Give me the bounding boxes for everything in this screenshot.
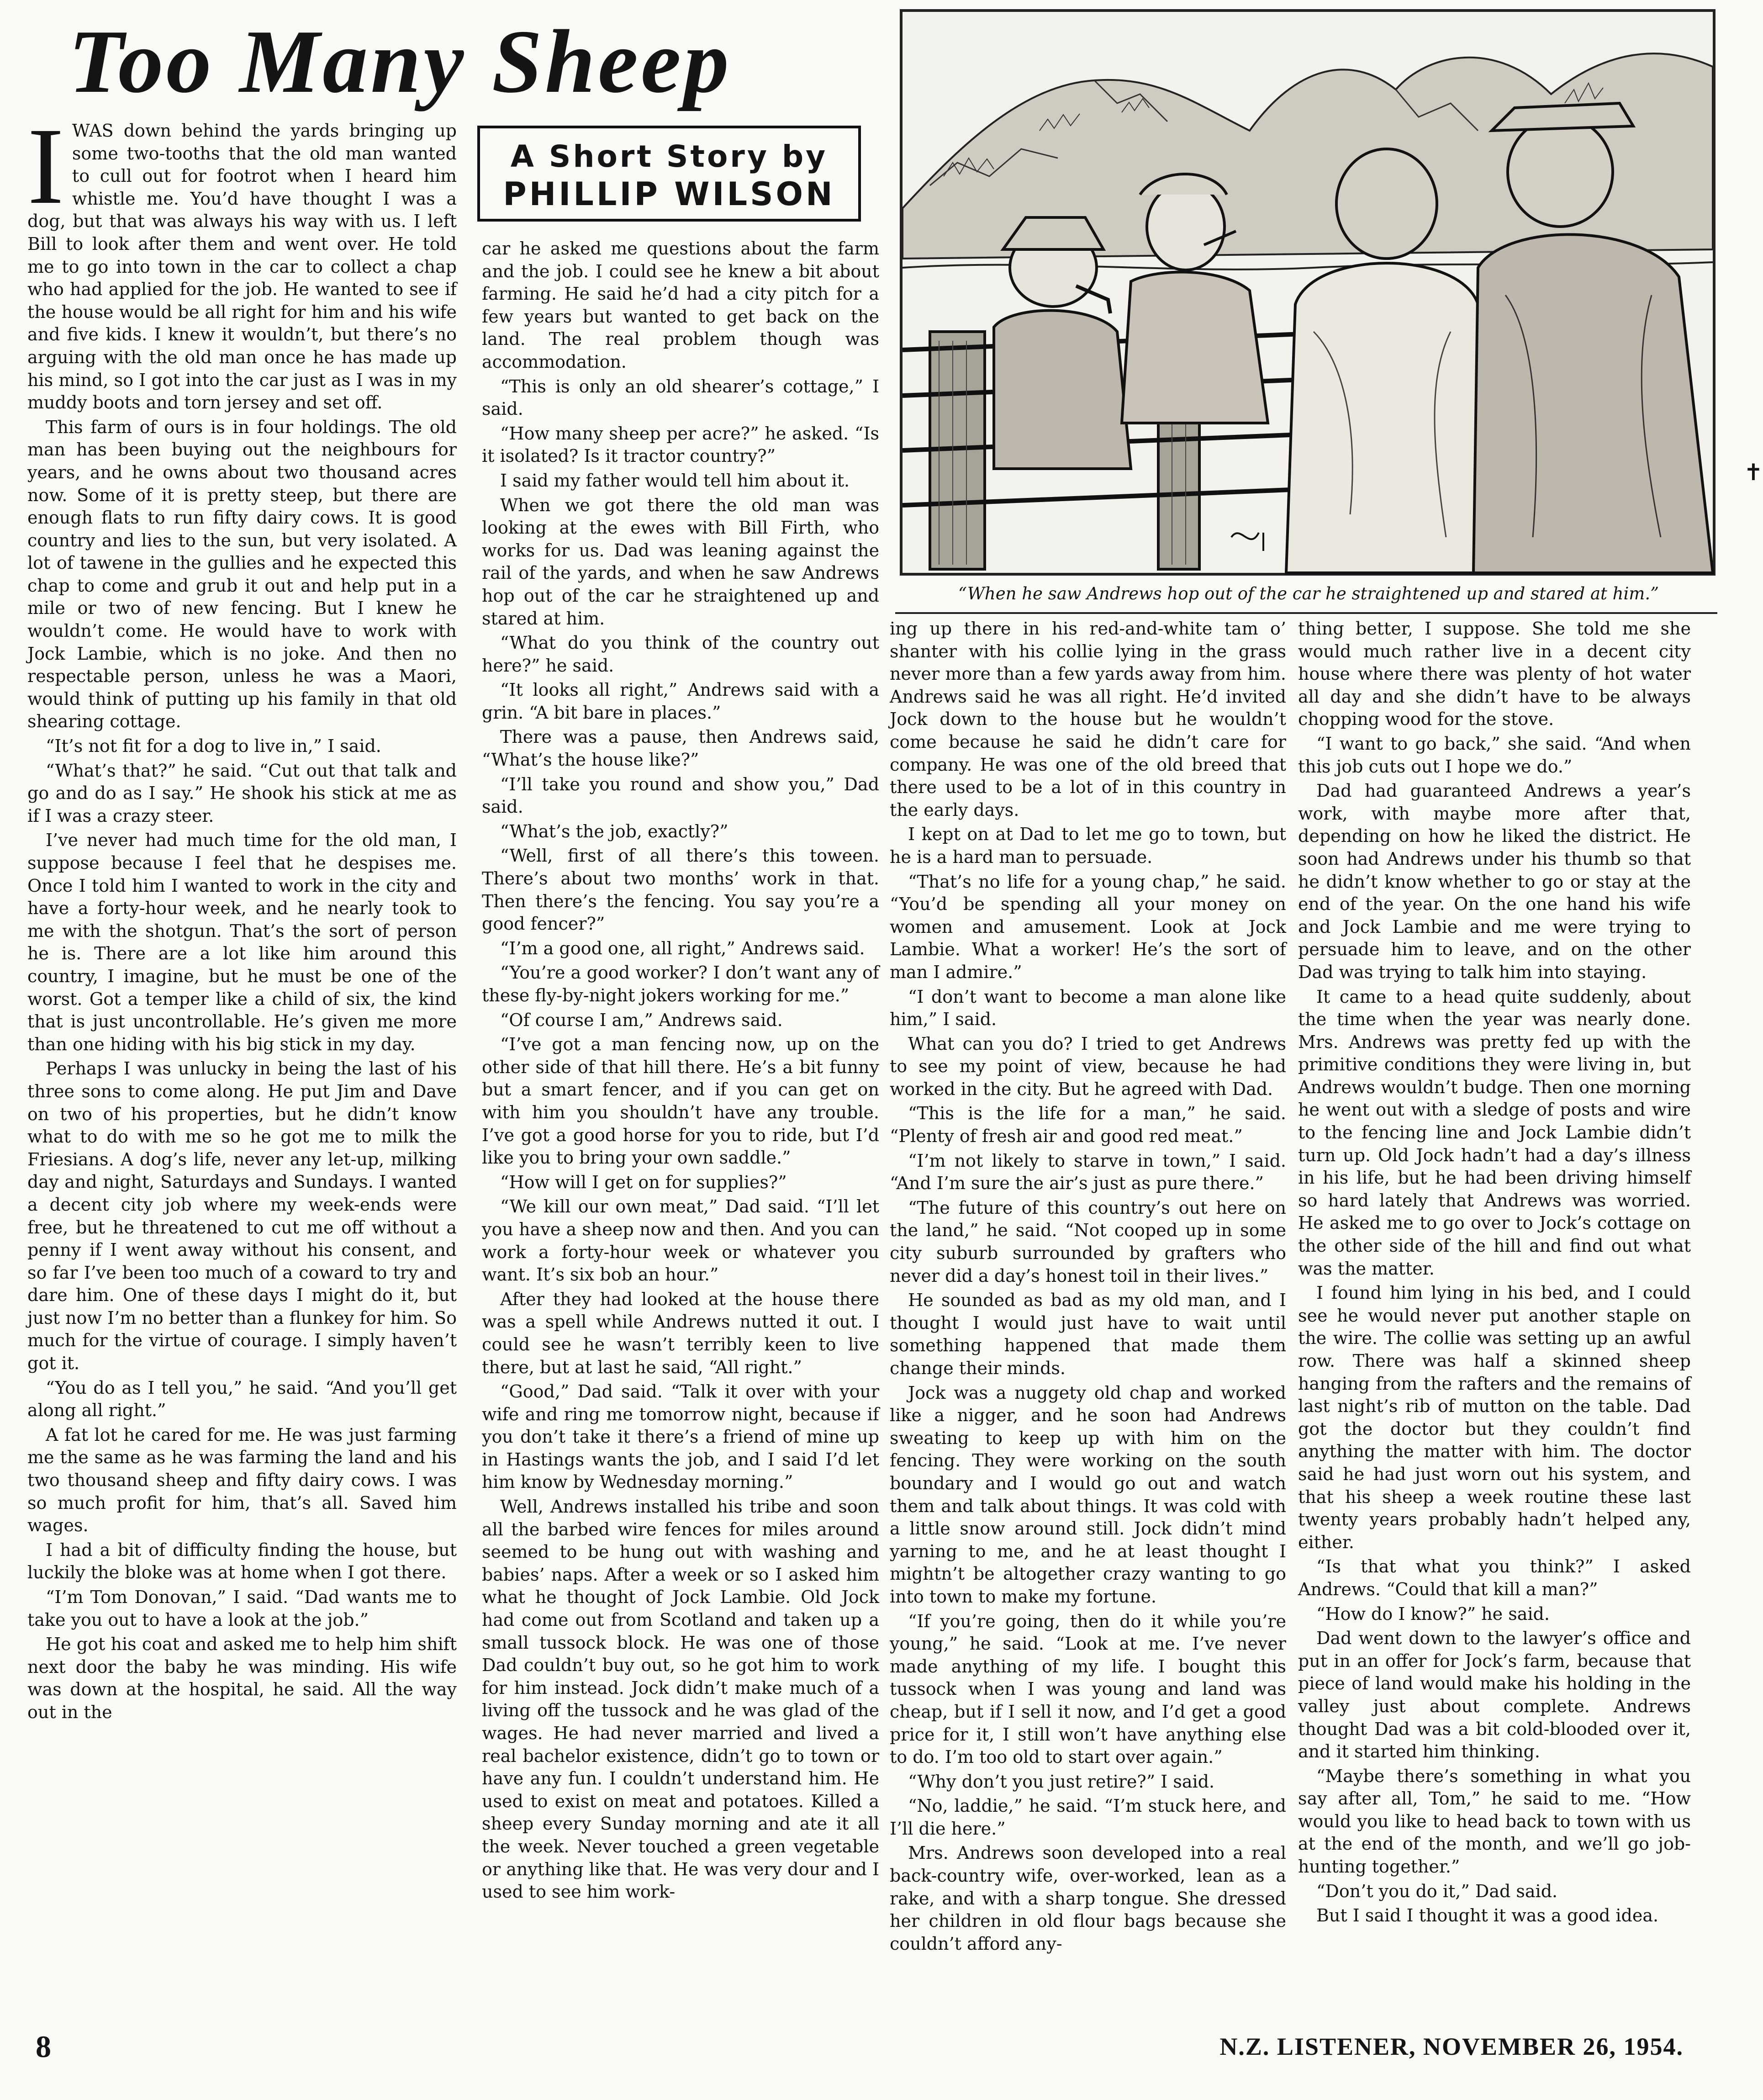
paragraph: “What do you think of the country out here?” he said. (482, 633, 879, 676)
paragraph: “Why don’t you just retire?” I said. (908, 1771, 1215, 1792)
story-title: Too Many Sheep (69, 11, 732, 111)
paragraph: “I’ve got a man fencing now, up on the other side of that hill there. He’s a bit funny but a smart fencer, and if you can get on with him you shouldn’t have any trouble. I’ve got a good horse for you to ride, but I’d like you to bring your own saddle.” (482, 1034, 879, 1168)
paragraph: “You’re a good worker? I don’t want any of these fly-by-night jokers working for me.” (482, 963, 879, 1005)
paragraph: “It looks all right,” Andrews said with a grin. “A bit bare in places.” (482, 680, 879, 723)
paragraph: “How many sheep per acre?” he asked. “Is it isolated? Is it tractor country?” (482, 423, 879, 466)
paragraph: When we got there the old man was looking at the ewes with Bill Firth, who works for us. Dad was leaning against the rail of the yards, and when he saw Andrews hop out of the car he straightened up and stared at him. (482, 495, 879, 629)
paragraph: WAS down behind the yards bringing up some two-tooths that the old man wanted to cull out for footrot when I heard him whistle me. You’d have thought I was a dog, but that was always his way with us. I left Bill to look after them and went over. He told me to go into town in the car to collect a chap who had applied for the job. He wanted to see if the house would be all right for him and his wife and five kids. I knew it wouldn’t, but there’s no arguing with the old man once he has made up his mind, so I got into the car just as I was in my muddy boots and torn jersey and set off. (27, 121, 457, 413)
text-column-1 (27, 105, 457, 2022)
paragraph: “This is the life for a man,” he said. “Plenty of fresh air and good red meat.” (890, 1103, 1286, 1147)
paragraph: “How will I get on for supplies?” (500, 1172, 787, 1192)
byline-author: PHILLIP WILSON (503, 175, 835, 213)
paragraph: “What’s the job, exactly?” (500, 821, 728, 841)
paragraph: Dad had guaranteed Andrews a year’s work, with maybe more after that, depending on how he liked the district. He soon had Andrews under his thumb so that he didn’t know whether to go or stay at the end of the year. On the one hand his wife and Jock Lambie and me were trying to persuade him to leave, and on the other Dad was trying to talk him into staying. (1298, 781, 1691, 982)
paragraph: He sounded as bad as my old man, and I thought I would just have to wait until something happened that made them change their minds. (890, 1290, 1286, 1378)
paragraph: “I’m a good one, all right,” Andrews said. (500, 938, 865, 958)
story-illustration (900, 9, 1715, 576)
paragraph: “You do as I tell you,” he said. “And you’ll get along all right.” (27, 1377, 457, 1421)
paragraph: There was a pause, then Andrews said, “What’s the house like?” (482, 727, 879, 770)
paragraph: “Of course I am,” Andrews said. (500, 1010, 783, 1030)
illustration-caption: “When he saw Andrews hop out of the car he straightened up and stared at him.” (958, 584, 1659, 603)
paragraph: I kept on at Dad to let me go to town, but he is a hard man to persuade. (890, 824, 1286, 867)
paragraph: I found him lying in his bed, and I could see he would never put another staple on the wire. The collie was setting up an awful row. There was half a skinned sheep hanging from the rafters and the remains of last night’s rib of mutton on the table. Dad got the doctor but they couldn’t find anything the matter with him. The doctor said he had just worn out his system, and that his sheep a week routine these last twenty years probably hadn’t helped any, either. (1298, 1283, 1691, 1552)
paragraph: Well, Andrews installed his tribe and soon all the barbed wire fences for miles around seemed to be hung out with washing and babies’ naps. After a week or so I asked him what he thought of Jock Lambie. Old Jock had come out from Scotland and taken up a small tussock block. He was one of those Dad couldn’t buy out, so he got him to work for him instead. Jock didn’t make much of a living off the tussock and he was glad of the wages. He had never married and lived a real bachelor existence, didn’t go to town or have any fun. I couldn’t understand him. He used to exist on meat and potatoes. Killed a sheep every Sunday morning and ate it all the week. Never touched a green vegetable or anything like that. He was very dour and I used to see him work- (482, 1497, 879, 1902)
paragraph: “I’ll take you round and show you,” Dad said. (482, 774, 879, 817)
paragraph: I said my father would tell him about it. (500, 470, 850, 491)
paragraph: “The future of this country’s out here on the land,” he said. “Not cooped up in some city suburb surrounded by grafters who never did a day’s honest toil in their lives.” (890, 1197, 1286, 1286)
paragraph: “I want to go back,” she said. “And when this job cuts out I hope we do.” (1298, 733, 1691, 777)
paragraph: thing better, I suppose. She told me she would much rather live in a decent city house where there was plenty of hot water all day and she didn’t have to be always chopping wood for the stove. (1298, 619, 1691, 730)
paragraph: “Well, first of all there’s this toween. There’s about two months’ work in that. Then there’s the fencing. You say you’re a good fencer?” (482, 846, 879, 934)
paragraph: What can you do? I tried to get Andrews to see my point of view, because he had worked in the city. But he agreed with Dad. (890, 1033, 1286, 1099)
paragraph: “How do I know?” he said. (1316, 1603, 1550, 1624)
paragraph: “Good,” Dad said. “Talk it over with your wife and ring me tomorrow night, because if you don’t take it there’s a friend of mine up in Hastings wants the job, and I said I’d let him know by Wednesday morning.” (482, 1381, 879, 1492)
text-column-2 (482, 238, 879, 2022)
caption-rule (895, 612, 1717, 614)
paragraph: “No, laddie,” he said. “I’m stuck here, and I’ll die here.” (890, 1796, 1286, 1839)
paragraph: “Maybe there’s something in what you say after all, Tom,” he said to me. “How would you like to head back to town with us at the end of the month, and we’ll go job-hunting together.” (1298, 1766, 1691, 1877)
paragraph: A fat lot he cared for me. He was just farming me the same as he was farming the land and his two thousand sheep and fifty dairy cows. I was so much profit for him, that’s all. Saved him wages. (27, 1424, 457, 1536)
paragraph: It came to a head quite suddenly, about the time when the year was nearly done. Mrs. Andrews was pretty fed up with the primitive conditions they were living in, but Andrews wouldn’t budge. Then one morning he went out with a sledge of posts and wire to the fencing line and Jock Lambie didn’t turn up. Old Jock hadn’t had a day’s illness in his life, but he had been driving himself so hard lately that Andrews was worried. He asked me to go over to Jock’s cottage on the other side of the hill and find out what was the matter. (1298, 986, 1691, 1279)
paragraph: “What’s that?” he said. “Cut out that talk and go and do as I say.” He shook his stick at me as if I was a crazy steer. (27, 760, 457, 826)
paragraph: I had a bit of difficulty finding the house, but luckily the bloke was at home when I got there. (27, 1539, 457, 1583)
paragraph: “I don’t want to become a man alone like him,” I said. (890, 986, 1286, 1030)
paragraph: “It’s not fit for a dog to live in,” I said. (46, 736, 381, 756)
byline-box (477, 126, 861, 222)
byline-kicker: A Short Story by (510, 139, 828, 174)
paragraph: He got his coat and asked me to help him shift next door the baby he was minding. His wife was down at the hospital, he said. All the way out in the (27, 1634, 457, 1722)
paragraph: Jock was a nuggety old chap and worked like a nigger, and he soon had Andrews sweating to keep up with him on the fencing. They were working on the south boundary and I would go out and watch them and talk about things. It was cold with a little snow around still. Jock didn’t mind yarning to me, and he at least thought I mightn’t be altogether crazy wanting to go into town to make my fortune. (890, 1382, 1286, 1607)
paragraph: Mrs. Andrews soon developed into a real back-country wife, over-worked, lean as a rake, and with a sharp tongue. She dressed her children in old flour bags because she couldn’t afford any- (890, 1843, 1286, 1954)
paragraph: “That’s no life for a young chap,” he said. “You’d be spending all your money on women and amusement. Look at Jock Lambie. What a worker! He’s the sort of man I admire.” (890, 871, 1286, 982)
paragraph: “This is only an old shearer’s cottage,” I said. (482, 376, 879, 419)
paragraph: “I’m Tom Donovan,” I said. “Dad wants me to take you out to have a look at the job.” (27, 1587, 457, 1630)
text-column-4 (1298, 618, 1691, 2022)
paragraph: I’ve never had much time for the old man, I suppose because I feel that he despises me. Once I told him I wanted to work in the city and have a forty-hour week, and he nearly took to me with the shotgun. That’s the sort of person he is. There are a lot like him around this country, I imagine, but he must be one of the worst. Got a temper like a child of six, the kind that is just uncontrollable. He’s given me more than one hiding with his big stick in my day. (27, 830, 457, 1054)
paragraph: After they had looked at the house there was a spell while Andrews nutted it out. I could see he wasn’t terribly keen to live there, but at last he said, “All right.” (482, 1289, 879, 1377)
paragraph: “Is that what you think?” I asked Andrews. “Could that kill a man?” (1298, 1556, 1691, 1599)
paragraph: “Don’t you do it,” Dad said. (1316, 1881, 1558, 1901)
paragraph: “I’m not likely to starve in town,” I said. “And I’m sure the air’s just as pure there.” (890, 1150, 1286, 1194)
paragraph: “If you’re going, then do it while you’re young,” he said. “Look at me. I’ve never made anything of my life. I bought this tussock when I was young and land was cheap, but if I sell it now, and I’d get a good price for it, I still won’t have anything else to do. I’m too old to start over again.” (890, 1611, 1286, 1767)
issue-footer: N.Z. LISTENER, NOVEMBER 26, 1954. (1219, 2033, 1684, 2060)
paragraph: “We kill our own meat,” Dad said. “I’ll let you have a sheep now and then. And you can work a forty-hour week or whatever you want. It’s six bob an hour.” (482, 1196, 879, 1285)
illustration-drawing (903, 12, 1713, 573)
drop-cap: I (27, 105, 64, 227)
paragraph: car he asked me questions about the farm and the job. I could see he knew a bit about farming. He said he’d had a city pitch for a few years but wanted to get back on the land. The real problem though was accommodation. (482, 238, 879, 372)
text-column-3 (890, 618, 1286, 2022)
paragraph: This farm of ours is in four holdings. The old man has been buying out the neighbours for years, and he owns about two thousand acres now. Some of it is pretty steep, but there are enough flats to run fifty dairy cows. It is good country and lies to the sun, but very isolated. A lot of tawene in the gullies and he expected this chap to come and grub it out and help put in a mile or two of new fencing. But I knew he wouldn’t come. He would have to work with Jock Lambie, which is no joke. And then no respectable person, unless he was a Maori, would think of putting up his family in that old shearing cottage. (27, 417, 457, 732)
paragraph: ing up there in his red-and-white tam o’ shanter with his collie lying in the grass never more than a few yards away from him. Andrews said he was all right. He’d invited Jock down to the house but he wouldn’t come because he said he didn’t care for company. He was one of the old breed that there used to be a lot of in this country in the early days. (890, 619, 1286, 820)
paragraph: Dad went down to the lawyer’s office and put in an offer for Jock’s farm, because that piece of land would make his holding in the valley just about complete. Andrews thought Dad was a bit cold-blooded over it, and it started him thinking. (1298, 1628, 1691, 1762)
paragraph: Perhaps I was unlucky in being the last of his three sons to come along. He put Jim and Dave on two of his properties, but he didn’t know what to do with me so he got me to milk the Friesians. A dog’s life, never any let-up, milking day and night, Saturdays and Sundays. I wanted a decent city job where my week-ends were free, but he threatened to cut me off without a penny if I went away without his consent, and so far I’ve been too much of a coward to try and dare him. One of these days I might do it, but just now I’m no better than a flunkey for him. So much for the virtue of courage. I simply haven’t got it. (27, 1058, 457, 1374)
margin-mark: ✝ (1744, 459, 1763, 486)
page-number: 8 (36, 2029, 51, 2064)
paragraph: But I said I thought it was a good idea. (1316, 1905, 1659, 1926)
